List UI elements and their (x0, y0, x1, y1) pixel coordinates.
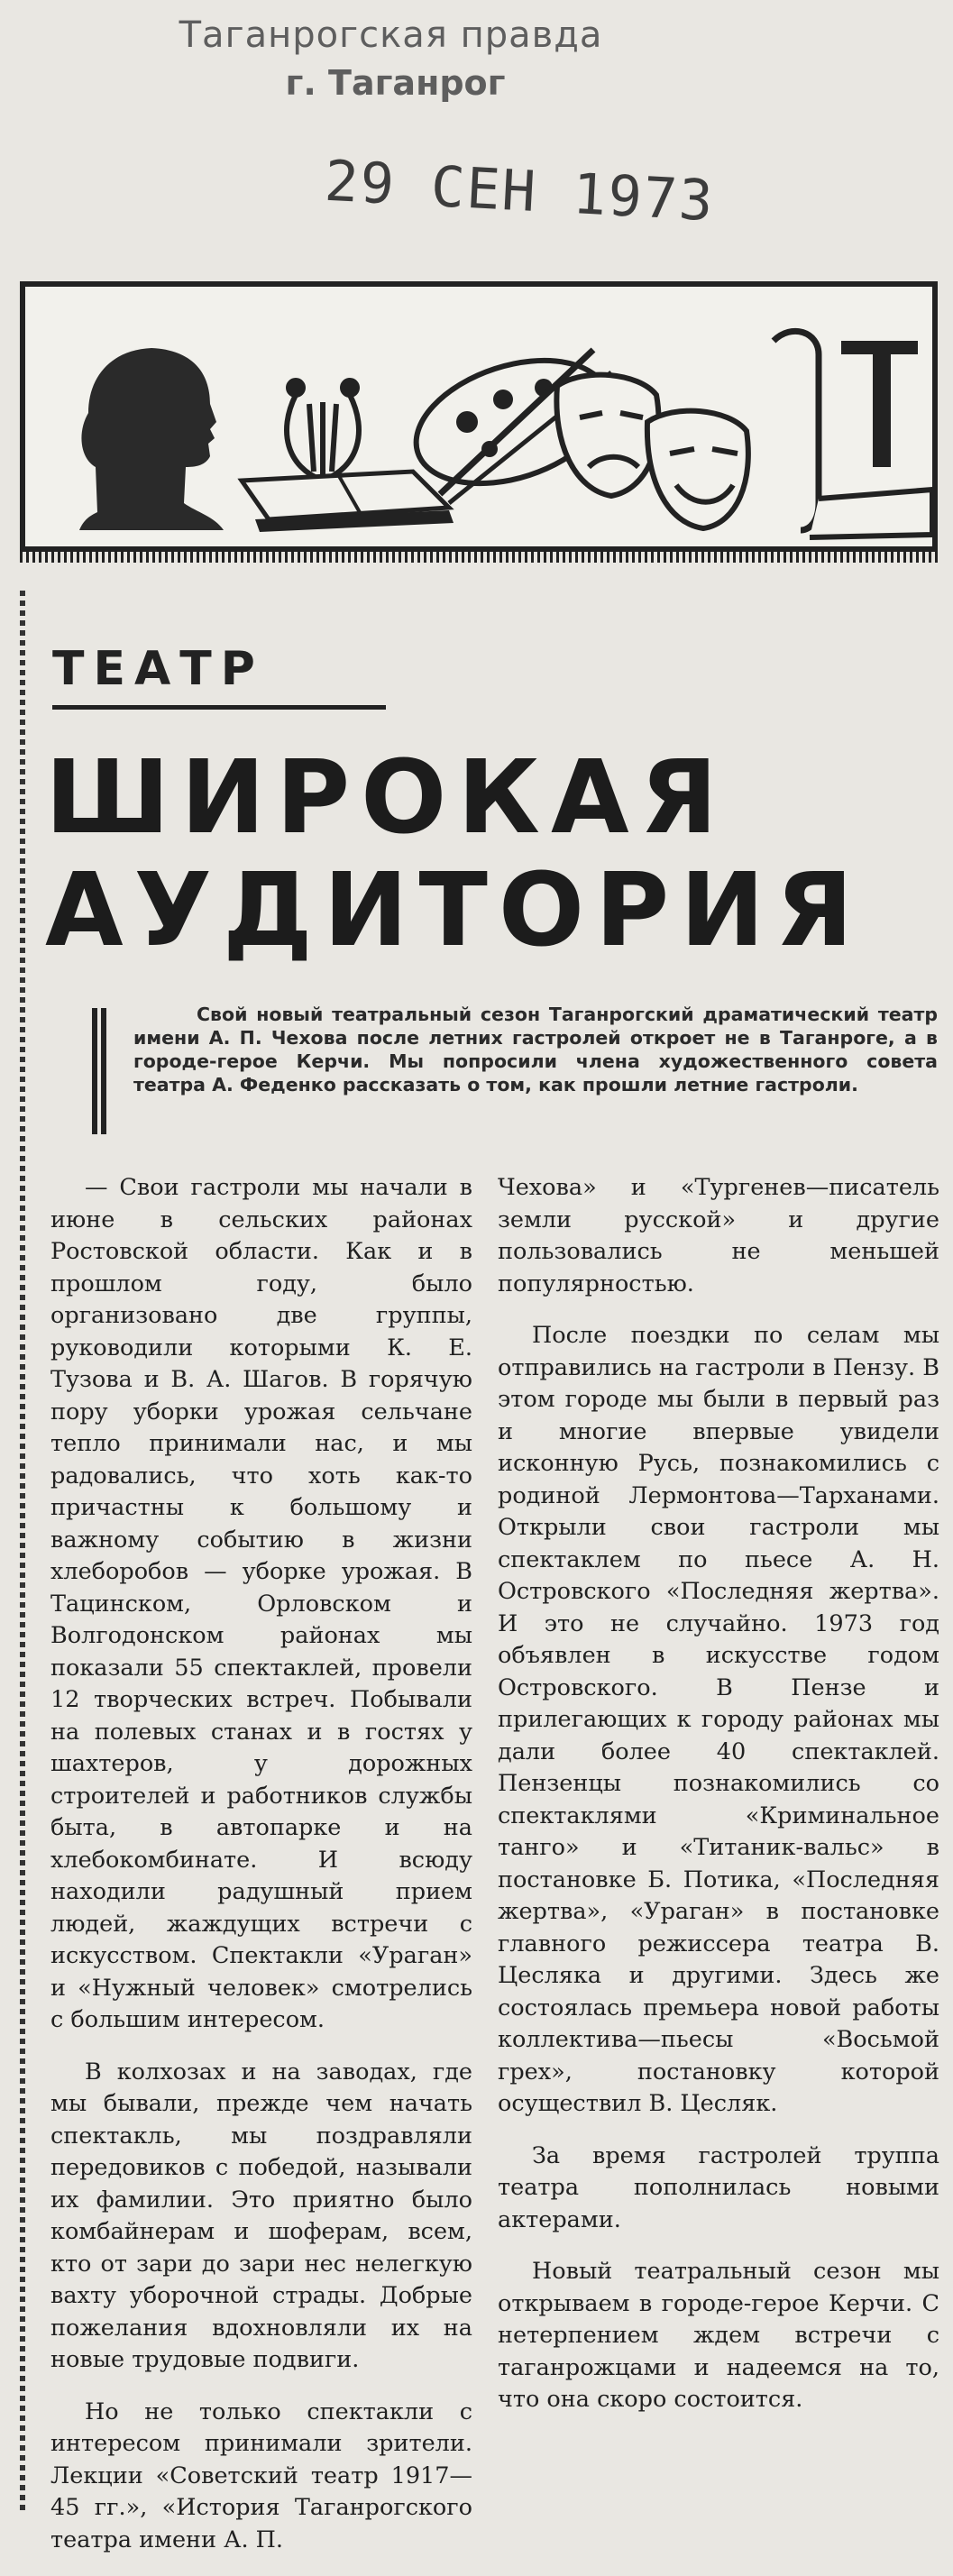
theatre-masks-icon (556, 375, 748, 528)
open-book-icon (242, 472, 454, 532)
newspaper-stamp-city: г. Таганрог (285, 63, 506, 103)
column1-paragraph: Но не только спектакли с интересом принимали зрители. Лекции «Советский театр 1917—45 гг.», «История Таганрогского театра имени А. П. (50, 2397, 472, 2553)
date-stamp: 29 СЕН 1973 (323, 147, 717, 234)
rubric-underline (52, 705, 386, 710)
column2-paragraph: Чехова» и «Тургенев—писатель земли русской» и другие пользовались не меньшей популярностью. (498, 1174, 939, 1297)
newspaper-stamp-name: Таганрогская правда (179, 14, 603, 56)
chekhov-profile-icon (79, 348, 224, 530)
column1-paragraph: — Свои гастроли мы начали в июне в сельских районах Ростовской области. Как и в прошлом году, было организовано две группы, руководили которыми К. Е. Тузова и В. А. Шагов. В горячую пору уборки урожая сельчане тепло принимали нас, и мы радовались, что хоть как-то причастны к большому и важному событию в жизни хлеборобов — уборке урожая. В Тацинском, Орловском и Волгодонском районах мы показали 55 спектаклей, провели 12 творческих встреч. Побывали на полевых станах и в гостях у шахтеров, у дорожных строителей и работников службы быта, в автопарке и на хлебокомбинате. И всюду находили радушный прием людей, жаждущих встречи с искусством. Спектакли «Ураган» и «Нужный человек» смотрелись с большим интересом. (50, 1174, 472, 2033)
lead-marker (92, 1008, 106, 1134)
column-rule (20, 591, 25, 2511)
banner-divider (20, 552, 938, 563)
column2-paragraph: Новый театральный сезон мы открываем в городе-герое Керчи. С нетерпением ждем встречи с таганрожцами и надеемся на то, что она скоро состоится. (498, 2258, 939, 2413)
headline-line-2: АУДИТОРИЯ (45, 852, 865, 969)
scroll-icon (774, 331, 932, 537)
headline-line-1: ШИРОКАЯ (45, 739, 728, 857)
lyre-icon (287, 380, 359, 481)
column2-paragraph: За время гастролей труппа театра пополнилась новыми актерами. (498, 2141, 939, 2233)
section-rubric: ТЕАТР (52, 642, 264, 696)
column2-paragraph: После поездки по селам мы отправились на гастроли в Пензу. В этом городе мы были в первый раз и многие впервые увидели исконную Русь, познакомились с родиной Лермонтова—Тарханами. Открыли свои гастроли мы спектаклем по пьесе А. Н. Островского «Последняя жертва». И это не случайно. 1973 год объявлен в искусстве годом Островского. В Пензе и прилегающих к городу районах мы дали более 40 спектаклей. Пензенцы познакомились со спектаклями «Криминальное танго» и «Титаник-вальс» в постановке Б. Потика, «Последняя жертва», «Ураган» в постановке главного режиссера театра В. Цесляка и другими. Здесь же состоялась премьера новой работы коллектива—пьесы «Восьмой грех», постановку которой осуществил В. Цесляк. (498, 1322, 939, 2117)
article-column-2 (498, 1172, 939, 2436)
lead-paragraph: Свой новый театральный сезон Таганрогский драматический театр имени А. П. Чехова после летних гастролей откроет не в Таганроге, а в городе-герое Керчи. Мы попросили члена художественного совета театра А. Феденко рассказать о том, как прошли летние гастроли. (133, 1004, 938, 1095)
theatre-banner (20, 281, 938, 552)
article-column-1 (50, 1172, 472, 2576)
column1-paragraph: В колхозах и на заводах, где мы бывали, прежде чем начать спектакль, мы поздравляли передовиков с победой, называли их фамилии. Это приятно было комбайнерам и шоферам, всем, кто от зари до зари нес нелегкую вахту уборочной страды. Добрые пожелания вдохновляли их на новые трудовые подвиги. (50, 2058, 472, 2373)
